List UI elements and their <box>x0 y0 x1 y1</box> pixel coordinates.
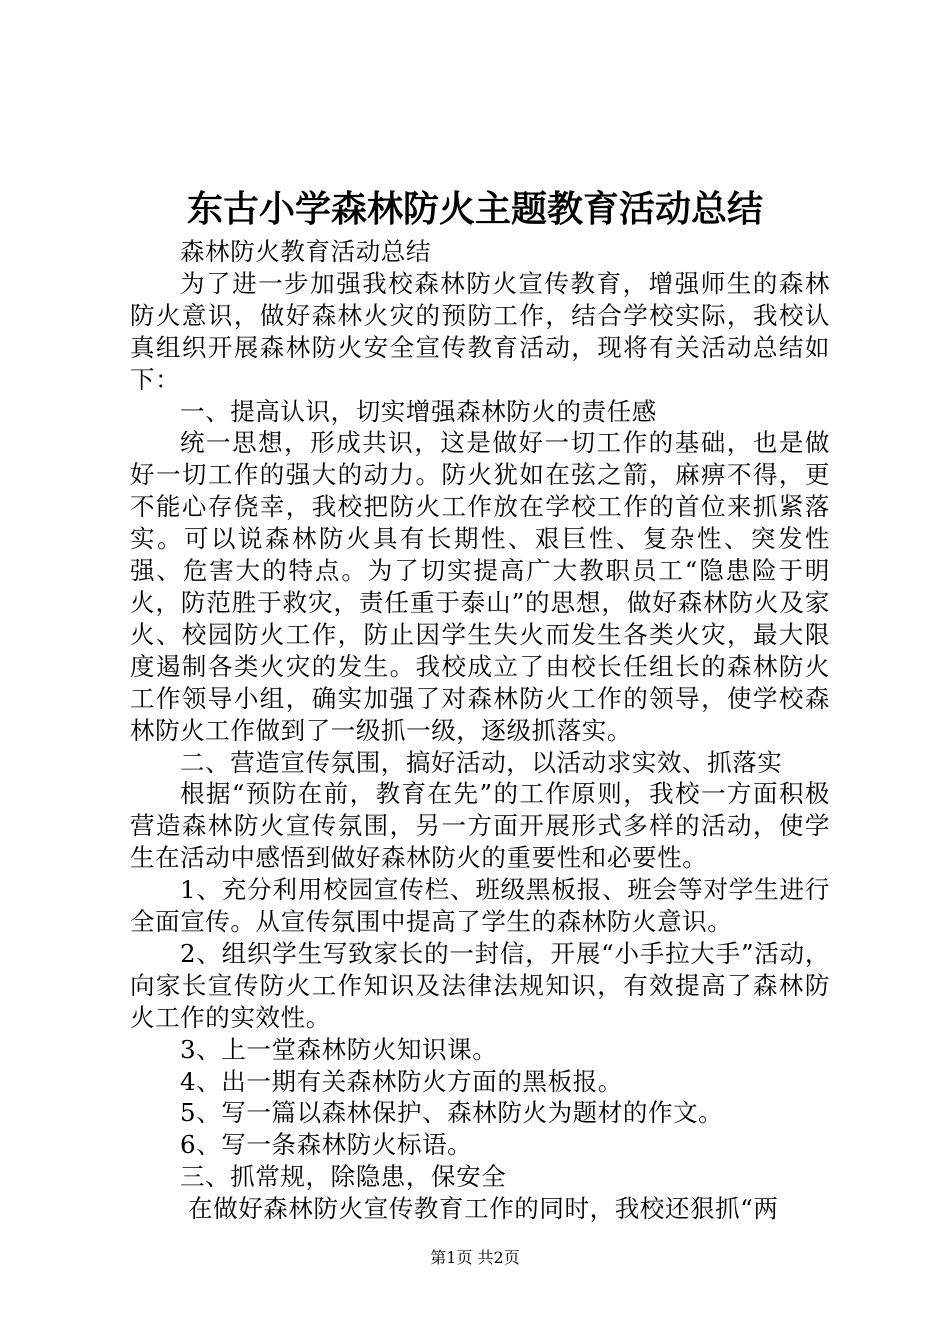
paragraph-section-2: 根据“预防在前，教育在先”的工作原则，我校一方面积极营造森林防火宣传氛围，另一方面开展形式多样的活动，使学生在活动中感悟到做好森林防火的重要性和必要性。 <box>130 779 830 873</box>
list-item-1: 1、充分利用校园宣传栏、班级黑板报、班会等对学生进行全面宣传。从宣传氛围中提高了学生的森林防火意识。 <box>130 875 830 937</box>
list-item-6: 6、写一条森林防火标语。 <box>180 1130 473 1160</box>
section-heading-2: 二、营造宣传氛围，搞好活动，以活动求实效、抓落实 <box>180 747 783 777</box>
list-item-4: 4、出一期有关森林防火方面的黑板报。 <box>180 1066 623 1096</box>
paragraph-subtitle: 森林防火教育活动总结 <box>180 237 431 266</box>
list-item-3: 3、上一堂森林防火知识课。 <box>180 1034 498 1064</box>
list-item-5: 5、写一篇以森林保护、森林防火为题材的作文。 <box>180 1098 724 1128</box>
page-number-footer: 第1页 共2页 <box>430 1248 520 1267</box>
paragraph-section-1: 统一思想，形成共识，这是做好一切工作的基础，也是做好一切工作的强大的动力。防火犹如在弦之箭，麻痹不得，更不能心存侥幸，我校把防火工作放在学校工作的首位来抓紧落实。可以说森林防火具有长期性、艰巨性、复杂性、突发性强、危害大的特点。为了切实提高广大教职员工“隐患险于明火，防范胜于救灾，责任重于泰山”的思想，做好森林防火及家火、校园防火工作，防止因学生失火而发生各类火灾，最大限度遏制各类火灾的发生。我校成立了由校长任组长的森林防火工作领导小组，确实加强了对森林防火工作的领导，使学校森林防火工作做到了一级抓一级，逐级抓落实。 <box>130 428 830 745</box>
paragraph-section-3: 在做好森林防火宣传教育工作的同时，我校还狠抓“两 <box>188 1194 779 1224</box>
section-heading-3: 三、抓常规，除隐患，保安全 <box>180 1162 507 1192</box>
paragraph-intro: 为了进一步加强我校森林防火宣传教育，增强师生的森林防火意识，做好森林火灾的预防工作，结合学校实际，我校认真组织开展森林防火安全宣传教育活动，现将有关活动总结如下： <box>130 268 830 394</box>
section-heading-1: 一、提高认识，切实增强森林防火的责任感 <box>180 396 657 426</box>
list-item-2: 2、组织学生写致家长的一封信，开展“小手拉大手”活动，向家长宣传防火工作知识及法律法规知识，有效提高了森林防火工作的实效性。 <box>130 938 830 1032</box>
document-body <box>130 236 830 1225</box>
document-title: 东古小学森林防火主题教育活动总结 <box>186 188 763 230</box>
